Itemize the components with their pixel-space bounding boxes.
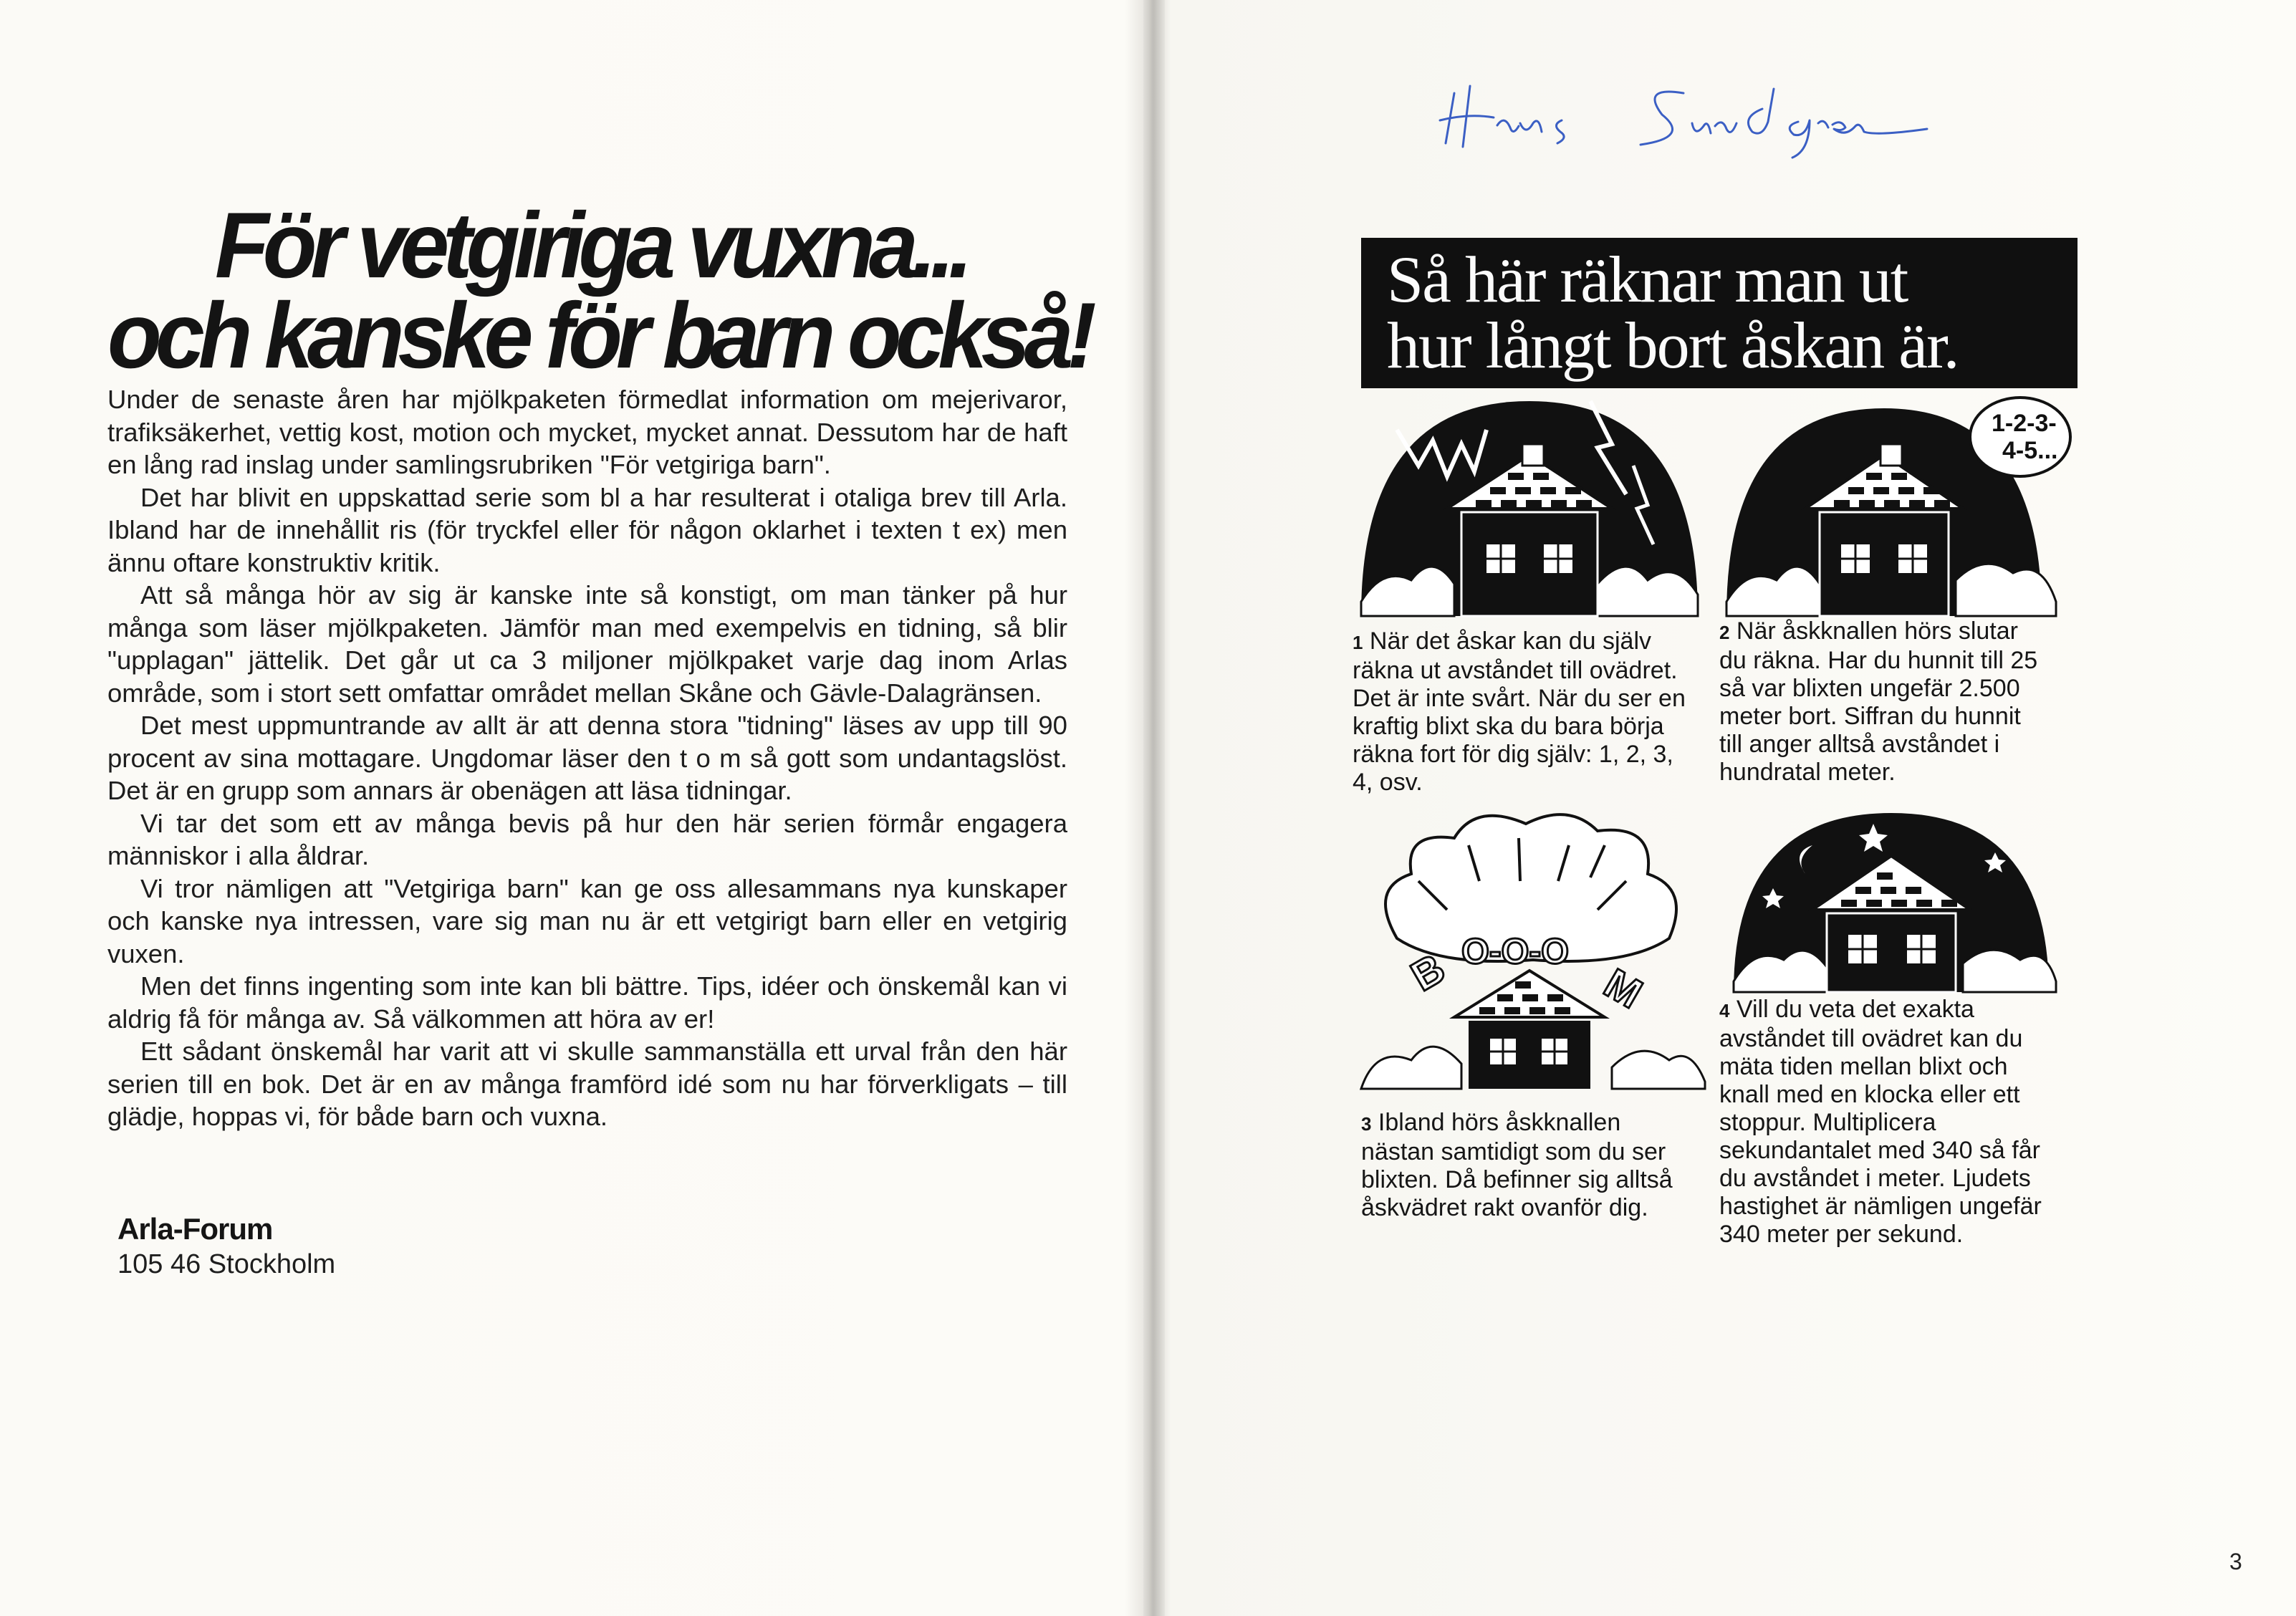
paragraph: Det mest uppmuntrande av allt är att denna stora "tidning" läses av upp till 90 procent av sina mottagare. Ungdomar läser den t o m så gott som undantagslöst. Det är en grupp som annars är obenägen att läsa tidningar. xyxy=(107,711,1067,805)
left-page xyxy=(0,0,1146,1616)
panel-3-caption xyxy=(1361,1109,1683,1222)
title-line-1: Så här räknar man ut xyxy=(1387,243,1908,316)
paragraph: Att så många hör av sig är kanske inte så konstigt, om man tänker på hur många som läser mjölkpaketen. Jämför man med exempelvis en tidning, så blir "upplagan" jättelik. Det går ut ca 3 miljoner mjölkpaket varje dag inom Arlas område, som i stort sett omfattar området mellan Skåne och Gävle-Dalagränsen. xyxy=(107,580,1067,708)
bubble-text-line-2: 4-5... xyxy=(2002,437,2058,464)
handwritten-signature xyxy=(1426,57,1999,165)
paragraph: Men det finns ingenting som inte kan bli bättre. Tips, idéer och önskemål kan vi aldrig få för många av. Så välkommen att höra av er! xyxy=(107,971,1067,1034)
signature-address: 105 46 Stockholm xyxy=(117,1249,336,1279)
panel-4-number: 4 xyxy=(1719,1000,1730,1021)
panel-2-text: När åskknallen hörs slutar du räkna. Har du hunnit till 25 så var blixten ungefär 2.500 meter bort. Siffran du hunnit till anger alltså avståndet i hundratal meter. xyxy=(1719,617,2038,786)
paragraph: Det har blivit en uppskattad serie som bl a har resulterat i otaliga brev till Arla. Ibland har de innehållit ris (för tryckfel eller för någon oklarhet i texten t ex) men ännu oftare konstruktiv kritik. xyxy=(107,482,1067,577)
boom-text-m: M xyxy=(1596,959,1650,1018)
title-line-2: hur långt bort åskan är. xyxy=(1387,309,1959,382)
paragraph: Vi tar det som ett av många bevis på hur den här serien förmår engagera människor i alla åldrar. xyxy=(107,808,1067,870)
paragraph: Ett sådant önskemål har varit att vi skulle sammanställa ett urval från den här serien till en bok. Det är en av många framförd idé som nu har förverkligats – till glädje, hoppas vi, för både barn och vuxna. xyxy=(107,1037,1067,1131)
panel-1-text: När det åskar kan du själv räkna ut avståndet till ovädret. Det är inte svårt. När du ser en kraftig blixt ska du bara börja räkna fort för dig själv: 1, 2, 3, 4, osv. xyxy=(1353,627,1686,796)
headline-line-1: För vetgiriga vuxna... xyxy=(215,193,967,298)
boom-text-o1: O-O-O xyxy=(1461,931,1569,971)
panel-3-illustration xyxy=(1354,802,1712,1096)
page-number: 3 xyxy=(2229,1549,2242,1574)
paragraph: Under de senaste åren har mjölkpaketen förmedlat information om mejerivaror, trafiksäkerhet, vettig kost, motion och mycket, mycket annat. Dessutom har de haft en lång rad inslag under samlingsrubriken "För vetgiriga barn". xyxy=(107,385,1067,479)
panel-1-illustration xyxy=(1354,387,1705,623)
panel-1-number: 1 xyxy=(1353,632,1363,653)
panel-2-illustration xyxy=(1719,387,2074,623)
right-page xyxy=(1153,0,2296,1616)
panel-1-caption xyxy=(1353,627,1689,797)
boom-text-b: B xyxy=(1403,945,1453,1001)
panel-4-caption xyxy=(1719,996,2049,1249)
body-text xyxy=(107,383,1067,1133)
headline-line-2: och kanske för barn också! xyxy=(107,284,1090,388)
bubble-text-line-1: 1-2-3- xyxy=(1992,410,2057,437)
panel-2-caption xyxy=(1719,617,2049,787)
panel-3-number: 3 xyxy=(1361,1113,1372,1135)
signature-name: Arla-Forum xyxy=(117,1212,273,1246)
paragraph: Vi tror nämligen att "Vetgiriga barn" kan ge oss allesammans nya kunskaper och kanske nya intressen, vare sig man nu är ett vetgirigt barn eller en vetgirig vuxen. xyxy=(107,873,1067,968)
panel-4-illustration xyxy=(1719,802,2063,996)
panel-2-number: 2 xyxy=(1719,622,1730,643)
panel-4-text: Vill du veta det exakta avståndet till ovädret kan du mäta tiden mellan blixt och knall med en klocka eller ett stoppur. Multiplicera sekundantalet med 340 så får du avståndet i meter. Ljudets hastighet är nämligen ungefär 340 meter per sekund. xyxy=(1719,996,2042,1248)
headline xyxy=(107,193,1125,388)
panel-3-text: Ibland hörs åskknallen nästan samtidigt som du ser blixten. Då befinner sig alltså åskvädret rakt ovanför dig. xyxy=(1361,1109,1673,1221)
title-box xyxy=(1361,238,2078,388)
